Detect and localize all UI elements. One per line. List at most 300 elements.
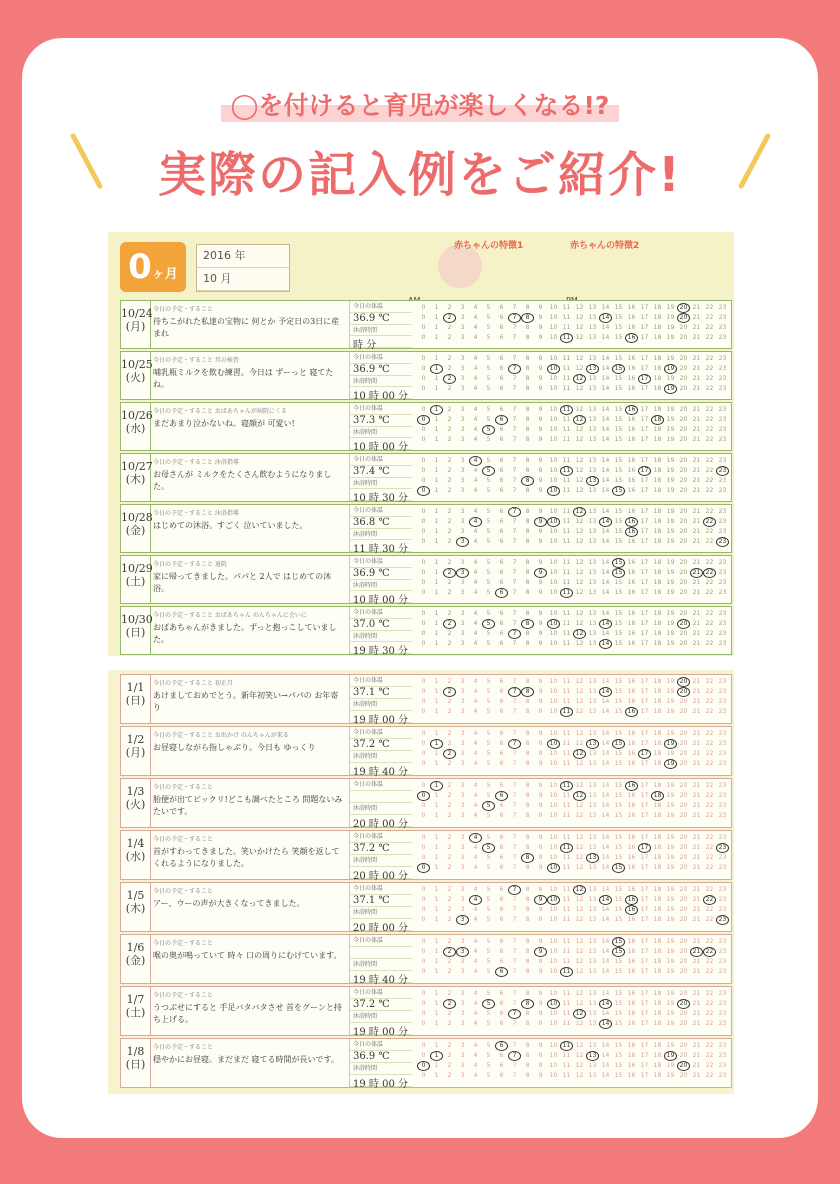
hour-cell[interactable]: 16 xyxy=(627,1020,636,1027)
hour-cell[interactable]: 8 xyxy=(525,365,530,372)
hour-cell[interactable]: 13 xyxy=(588,324,597,331)
hour-cell[interactable]: 8 xyxy=(525,740,530,747)
hour-cell[interactable]: 19 xyxy=(666,416,675,423)
hour-cell[interactable]: 19 xyxy=(666,812,675,819)
hour-cell[interactable]: 19 xyxy=(666,688,675,695)
hour-cell[interactable]: 23 xyxy=(718,802,727,809)
hour-cell[interactable]: 20 xyxy=(679,528,688,535)
hour-cell[interactable]: 16 xyxy=(627,426,636,433)
hour-cell[interactable]: 3 xyxy=(460,1042,465,1049)
hour-cell[interactable]: 7 xyxy=(512,385,517,392)
hour-cell[interactable]: 4 xyxy=(473,426,478,433)
hour-cell[interactable]: 6 xyxy=(499,844,504,851)
hour-cell[interactable]: 23 xyxy=(718,698,727,705)
hour-cell[interactable]: 23 xyxy=(718,1072,727,1079)
hour-cell[interactable]: 10 xyxy=(549,844,558,851)
hour-cell[interactable]: 7 xyxy=(508,1009,521,1019)
hour-cell[interactable]: 10 xyxy=(549,1020,558,1027)
hour-cell[interactable]: 16 xyxy=(627,1062,636,1069)
hour-cell[interactable]: 13 xyxy=(588,688,597,695)
hour-cell[interactable]: 0 xyxy=(421,365,426,372)
hour-cell[interactable]: 1 xyxy=(434,426,439,433)
hour-cell[interactable]: 17 xyxy=(640,864,649,871)
hour-cell[interactable]: 2 xyxy=(447,457,452,464)
hour-cell[interactable]: 20 xyxy=(679,477,688,484)
hour-cell[interactable]: 6 xyxy=(499,610,504,617)
hour-cell[interactable]: 1 xyxy=(434,688,439,695)
hour-cell[interactable]: 6 xyxy=(499,457,504,464)
hour-cell[interactable]: 0 xyxy=(421,630,426,637)
hour-cell[interactable]: 3 xyxy=(460,304,465,311)
hour-cell[interactable]: 19 xyxy=(666,477,675,484)
hour-cell[interactable]: 19 xyxy=(666,436,675,443)
hour-cell[interactable]: 12 xyxy=(573,415,586,425)
hour-cell[interactable]: 6 xyxy=(499,579,504,586)
hour-cell[interactable]: 21 xyxy=(692,426,701,433)
hour-cell[interactable]: 6 xyxy=(499,812,504,819)
hour-cell[interactable]: 18 xyxy=(651,791,664,801)
hour-cell[interactable]: 13 xyxy=(588,457,597,464)
hour-cell[interactable]: 16 xyxy=(627,314,636,321)
hour-cell[interactable]: 10 xyxy=(549,802,558,809)
hour-cell[interactable]: 17 xyxy=(640,528,649,535)
hour-cell[interactable]: 16 xyxy=(627,569,636,576)
hour-cell[interactable]: 1 xyxy=(430,1051,443,1061)
hour-cell[interactable]: 17 xyxy=(640,1010,649,1017)
hour-cell[interactable]: 4 xyxy=(473,990,478,997)
hour-cell[interactable]: 17 xyxy=(640,948,649,955)
hour-cell[interactable]: 10 xyxy=(549,854,558,861)
hour-cell[interactable]: 22 xyxy=(705,968,714,975)
hour-cell[interactable]: 8 xyxy=(525,886,530,893)
hour-cell[interactable]: 16 xyxy=(627,938,636,945)
hour-cell[interactable]: 18 xyxy=(653,844,662,851)
hour-cell[interactable]: 13 xyxy=(588,834,597,841)
hour-cell[interactable]: 7 xyxy=(512,1062,517,1069)
hour-cell[interactable]: 13 xyxy=(588,304,597,311)
hour-cell[interactable]: 18 xyxy=(653,1062,662,1069)
hour-cell[interactable]: 4 xyxy=(473,508,478,515)
hour-cell[interactable]: 4 xyxy=(473,630,478,637)
hour-cell[interactable]: 5 xyxy=(486,1052,491,1059)
hour-cell[interactable]: 9 xyxy=(538,916,543,923)
hour-cell[interactable]: 12 xyxy=(575,1042,584,1049)
hour-cell[interactable]: 21 xyxy=(692,467,701,474)
hour-cell[interactable]: 8 xyxy=(525,834,530,841)
hour-cell[interactable]: 0 xyxy=(421,1020,426,1027)
hour-cell[interactable]: 23 xyxy=(718,948,727,955)
hour-cell[interactable]: 23 xyxy=(718,792,727,799)
hour-cell[interactable]: 18 xyxy=(653,304,662,311)
hour-cell[interactable]: 0 xyxy=(417,863,430,873)
hour-cell[interactable]: 4 xyxy=(473,640,478,647)
hour-cell[interactable]: 16 xyxy=(627,958,636,965)
hour-cell[interactable]: 23 xyxy=(718,324,727,331)
hour-cell[interactable]: 2 xyxy=(447,678,452,685)
hour-cell[interactable]: 2 xyxy=(447,334,452,341)
hour-cell[interactable]: 19 xyxy=(666,1062,675,1069)
hour-cell[interactable]: 17 xyxy=(640,365,649,372)
hour-cell[interactable]: 20 xyxy=(679,436,688,443)
hour-cell[interactable]: 4 xyxy=(473,938,478,945)
hour-cell[interactable]: 2 xyxy=(447,864,452,871)
hour-cell[interactable]: 6 xyxy=(499,688,504,695)
hour-cell[interactable]: 15 xyxy=(614,782,623,789)
hour-cell[interactable]: 7 xyxy=(508,1051,521,1061)
hour-cell[interactable]: 1 xyxy=(434,304,439,311)
hour-cell[interactable]: 5 xyxy=(486,487,491,494)
hour-cell[interactable]: 15 xyxy=(612,739,625,749)
hour-cell[interactable]: 6 xyxy=(499,1072,504,1079)
hour-cell[interactable]: 14 xyxy=(601,1042,610,1049)
hour-cell[interactable]: 15 xyxy=(614,1042,623,1049)
hour-cell[interactable]: 13 xyxy=(588,958,597,965)
hour-cell[interactable]: 23 xyxy=(718,782,727,789)
hour-cell[interactable]: 4 xyxy=(473,854,478,861)
hour-cell[interactable]: 12 xyxy=(575,688,584,695)
hour-cell[interactable]: 16 xyxy=(627,610,636,617)
hour-cell[interactable]: 2 xyxy=(447,487,452,494)
hour-cell[interactable]: 0 xyxy=(421,834,426,841)
hour-cell[interactable]: 4 xyxy=(473,365,478,372)
hour-cell[interactable]: 23 xyxy=(718,906,727,913)
hour-cell[interactable]: 0 xyxy=(417,486,430,496)
hour-cell[interactable]: 10 xyxy=(549,886,558,893)
hour-cell[interactable]: 8 xyxy=(521,999,534,1009)
hour-cell[interactable]: 9 xyxy=(538,760,543,767)
hour-cell[interactable]: 22 xyxy=(705,938,714,945)
hour-cell[interactable]: 22 xyxy=(705,508,714,515)
hour-cell[interactable]: 0 xyxy=(421,812,426,819)
hour-cell[interactable]: 10 xyxy=(549,426,558,433)
hour-cell[interactable]: 10 xyxy=(549,477,558,484)
hour-cell[interactable]: 16 xyxy=(627,304,636,311)
hour-cell[interactable]: 22 xyxy=(705,538,714,545)
hour-cell[interactable]: 23 xyxy=(718,375,727,382)
hour-cell[interactable]: 10 xyxy=(549,569,558,576)
hour-cell[interactable]: 0 xyxy=(421,406,426,413)
hour-cell[interactable]: 19 xyxy=(666,1020,675,1027)
hour-cell[interactable]: 9 xyxy=(538,792,543,799)
hour-cell[interactable]: 21 xyxy=(692,304,701,311)
hour-cell[interactable]: 15 xyxy=(614,324,623,331)
hour-cell[interactable]: 18 xyxy=(653,740,662,747)
hour-cell[interactable]: 17 xyxy=(640,630,649,637)
hour-cell[interactable]: 2 xyxy=(447,906,452,913)
hour-cell[interactable]: 13 xyxy=(586,1051,599,1061)
hour-cell[interactable]: 15 xyxy=(614,802,623,809)
hour-cell[interactable]: 2 xyxy=(447,579,452,586)
hour-cell[interactable]: 7 xyxy=(512,760,517,767)
hour-cell[interactable]: 21 xyxy=(692,896,701,903)
hour-cell[interactable]: 13 xyxy=(588,812,597,819)
hour-cell[interactable]: 14 xyxy=(601,958,610,965)
hour-cell[interactable]: 14 xyxy=(601,630,610,637)
hour-cell[interactable]: 21 xyxy=(692,1010,701,1017)
hour-cell[interactable]: 21 xyxy=(692,990,701,997)
hour-cell[interactable]: 17 xyxy=(640,854,649,861)
hour-cell[interactable]: 5 xyxy=(486,1062,491,1069)
hour-cell[interactable]: 10 xyxy=(549,678,558,685)
hour-cell[interactable]: 6 xyxy=(499,334,504,341)
hour-cell[interactable]: 12 xyxy=(575,730,584,737)
hour-cell[interactable]: 20 xyxy=(679,990,688,997)
hour-cell[interactable]: 10 xyxy=(547,486,560,496)
hour-cell[interactable]: 3 xyxy=(460,938,465,945)
hour-cell[interactable]: 11 xyxy=(562,487,571,494)
hour-cell[interactable]: 9 xyxy=(538,938,543,945)
hour-cell[interactable]: 23 xyxy=(718,678,727,685)
hour-cell[interactable]: 15 xyxy=(612,863,625,873)
hour-cell[interactable]: 15 xyxy=(614,750,623,757)
hour-cell[interactable]: 2 xyxy=(447,1072,452,1079)
hour-cell[interactable]: 13 xyxy=(588,1042,597,1049)
hour-cell[interactable]: 3 xyxy=(460,688,465,695)
hour-cell[interactable]: 3 xyxy=(460,834,465,841)
hour-cell[interactable]: 17 xyxy=(640,938,649,945)
hour-cell[interactable]: 17 xyxy=(640,708,649,715)
hour-cell[interactable]: 16 xyxy=(627,864,636,871)
hour-cell[interactable]: 21 xyxy=(692,487,701,494)
hour-cell[interactable]: 19 xyxy=(666,559,675,566)
hour-cell[interactable]: 21 xyxy=(692,678,701,685)
hour-cell[interactable]: 16 xyxy=(627,812,636,819)
hour-cell[interactable]: 7 xyxy=(512,559,517,566)
hour-cell[interactable]: 11 xyxy=(562,569,571,576)
hour-cell[interactable]: 18 xyxy=(653,782,662,789)
hour-cell[interactable]: 8 xyxy=(525,1010,530,1017)
hour-cell[interactable]: 19 xyxy=(666,792,675,799)
hour-cell[interactable]: 1 xyxy=(434,620,439,627)
hour-cell[interactable]: 14 xyxy=(601,854,610,861)
hour-cell[interactable]: 5 xyxy=(482,999,495,1009)
hour-cell[interactable]: 20 xyxy=(679,1042,688,1049)
hour-cell[interactable]: 1 xyxy=(434,916,439,923)
hour-cell[interactable]: 8 xyxy=(525,304,530,311)
hour-cell[interactable]: 17 xyxy=(640,958,649,965)
hour-cell[interactable]: 15 xyxy=(614,467,623,474)
hour-cell[interactable]: 14 xyxy=(601,864,610,871)
hour-cell[interactable]: 4 xyxy=(469,517,482,527)
hour-cell[interactable]: 11 xyxy=(562,990,571,997)
hour-cell[interactable]: 11 xyxy=(560,781,573,791)
hour-cell[interactable]: 3 xyxy=(460,385,465,392)
hour-cell[interactable]: 0 xyxy=(421,782,426,789)
hour-cell[interactable]: 13 xyxy=(588,1072,597,1079)
hour-cell[interactable]: 2 xyxy=(443,568,456,578)
hour-cell[interactable]: 19 xyxy=(666,678,675,685)
hour-cell[interactable]: 9 xyxy=(538,688,543,695)
hour-cell[interactable]: 18 xyxy=(653,579,662,586)
hour-cell[interactable]: 12 xyxy=(575,948,584,955)
hour-cell[interactable]: 4 xyxy=(473,467,478,474)
hour-cell[interactable]: 2 xyxy=(443,749,456,759)
hour-cell[interactable]: 3 xyxy=(460,1010,465,1017)
hour-cell[interactable]: 17 xyxy=(640,906,649,913)
hour-cell[interactable]: 9 xyxy=(538,1010,543,1017)
hour-cell[interactable]: 7 xyxy=(512,610,517,617)
hour-cell[interactable]: 20 xyxy=(677,313,690,323)
hour-cell[interactable]: 3 xyxy=(460,426,465,433)
hour-cell[interactable]: 0 xyxy=(421,938,426,945)
hour-cell[interactable]: 15 xyxy=(614,906,623,913)
hour-cell[interactable]: 2 xyxy=(447,1062,452,1069)
hour-cell[interactable]: 7 xyxy=(512,457,517,464)
hour-cell[interactable]: 16 xyxy=(625,527,638,537)
hour-cell[interactable]: 8 xyxy=(521,853,534,863)
hour-cell[interactable]: 6 xyxy=(499,314,504,321)
hour-cell[interactable]: 15 xyxy=(614,896,623,903)
hour-cell[interactable]: 14 xyxy=(599,687,612,697)
hour-cell[interactable]: 18 xyxy=(653,760,662,767)
hour-cell[interactable]: 16 xyxy=(627,385,636,392)
hour-cell[interactable]: 0 xyxy=(421,698,426,705)
hour-cell[interactable]: 5 xyxy=(482,619,495,629)
hour-cell[interactable]: 20 xyxy=(679,844,688,851)
hour-cell[interactable]: 13 xyxy=(588,355,597,362)
hour-cell[interactable]: 16 xyxy=(627,508,636,515)
hour-cell[interactable]: 19 xyxy=(666,630,675,637)
hour-cell[interactable]: 1 xyxy=(434,1020,439,1027)
hour-cell[interactable]: 20 xyxy=(677,303,690,313)
hour-cell[interactable]: 7 xyxy=(512,589,517,596)
hour-cell[interactable]: 9 xyxy=(538,314,543,321)
hour-cell[interactable]: 13 xyxy=(588,436,597,443)
hour-cell[interactable]: 3 xyxy=(460,610,465,617)
hour-cell[interactable]: 13 xyxy=(588,385,597,392)
hour-cell[interactable]: 15 xyxy=(614,538,623,545)
hour-cell[interactable]: 8 xyxy=(525,436,530,443)
hour-cell[interactable]: 8 xyxy=(525,589,530,596)
hour-cell[interactable]: 3 xyxy=(460,334,465,341)
hour-cell[interactable]: 5 xyxy=(486,678,491,685)
hour-cell[interactable]: 7 xyxy=(512,640,517,647)
hour-cell[interactable]: 10 xyxy=(549,698,558,705)
hour-cell[interactable]: 20 xyxy=(679,968,688,975)
hour-cell[interactable]: 11 xyxy=(562,688,571,695)
hour-cell[interactable]: 17 xyxy=(640,1052,649,1059)
hour-cell[interactable]: 20 xyxy=(679,708,688,715)
hour-cell[interactable]: 9 xyxy=(538,906,543,913)
hour-cell[interactable]: 8 xyxy=(525,334,530,341)
hour-cell[interactable]: 5 xyxy=(486,906,491,913)
hour-cell[interactable]: 14 xyxy=(601,416,610,423)
hour-cell[interactable]: 13 xyxy=(588,579,597,586)
hour-cell[interactable]: 15 xyxy=(614,518,623,525)
hour-cell[interactable]: 12 xyxy=(575,610,584,617)
hour-cell[interactable]: 11 xyxy=(560,707,573,717)
hour-cell[interactable]: 18 xyxy=(653,990,662,997)
hour-cell[interactable]: 8 xyxy=(525,457,530,464)
hour-cell[interactable]: 9 xyxy=(538,324,543,331)
hour-cell[interactable]: 6 xyxy=(495,791,508,801)
hour-cell[interactable]: 0 xyxy=(421,688,426,695)
hour-cell[interactable]: 12 xyxy=(575,579,584,586)
hour-cell[interactable]: 3 xyxy=(460,854,465,861)
hour-cell[interactable]: 19 xyxy=(666,314,675,321)
hour-cell[interactable]: 18 xyxy=(653,365,662,372)
hour-cell[interactable]: 15 xyxy=(614,610,623,617)
hour-cell[interactable]: 16 xyxy=(627,802,636,809)
hour-cell[interactable]: 2 xyxy=(447,355,452,362)
hour-cell[interactable]: 15 xyxy=(614,844,623,851)
hour-cell[interactable]: 8 xyxy=(525,538,530,545)
hour-cell[interactable]: 7 xyxy=(512,1072,517,1079)
hour-cell[interactable]: 9 xyxy=(538,1072,543,1079)
hour-cell[interactable]: 3 xyxy=(460,782,465,789)
hour-cell[interactable]: 20 xyxy=(679,916,688,923)
hour-cell[interactable]: 18 xyxy=(653,1000,662,1007)
hour-cell[interactable]: 4 xyxy=(473,730,478,737)
hour-cell[interactable]: 19 xyxy=(666,990,675,997)
hour-cell[interactable]: 4 xyxy=(473,304,478,311)
hour-cell[interactable]: 5 xyxy=(486,1020,491,1027)
hour-cell[interactable]: 15 xyxy=(612,937,625,947)
hour-cell[interactable]: 2 xyxy=(447,1020,452,1027)
hour-cell[interactable]: 12 xyxy=(575,896,584,903)
hour-cell[interactable]: 18 xyxy=(653,958,662,965)
hour-cell[interactable]: 13 xyxy=(588,792,597,799)
hour-cell[interactable]: 9 xyxy=(538,990,543,997)
hour-cell[interactable]: 18 xyxy=(653,426,662,433)
hour-cell[interactable]: 8 xyxy=(525,416,530,423)
hour-cell[interactable]: 17 xyxy=(640,457,649,464)
hour-cell[interactable]: 16 xyxy=(627,1052,636,1059)
hour-cell[interactable]: 16 xyxy=(625,333,638,343)
hour-cell[interactable]: 3 xyxy=(460,355,465,362)
hour-cell[interactable]: 10 xyxy=(549,355,558,362)
hour-cell[interactable]: 2 xyxy=(447,477,452,484)
hour-cell[interactable]: 18 xyxy=(653,802,662,809)
hour-cell[interactable]: 3 xyxy=(456,568,469,578)
hour-cell[interactable]: 22 xyxy=(705,812,714,819)
hour-cell[interactable]: 11 xyxy=(562,802,571,809)
hour-cell[interactable]: 5 xyxy=(486,864,491,871)
hour-cell[interactable]: 17 xyxy=(640,1042,649,1049)
hour-cell[interactable]: 8 xyxy=(525,518,530,525)
hour-cell[interactable]: 21 xyxy=(692,508,701,515)
hour-cell[interactable]: 16 xyxy=(627,416,636,423)
hour-cell[interactable]: 19 xyxy=(666,708,675,715)
hour-cell[interactable]: 3 xyxy=(460,760,465,767)
hour-cell[interactable]: 0 xyxy=(421,906,426,913)
hour-cell[interactable]: 17 xyxy=(640,610,649,617)
hour-cell[interactable]: 6 xyxy=(499,1052,504,1059)
hour-cell[interactable]: 15 xyxy=(614,1072,623,1079)
hour-cell[interactable]: 0 xyxy=(421,1072,426,1079)
hour-cell[interactable]: 19 xyxy=(666,467,675,474)
hour-cell[interactable]: 17 xyxy=(640,896,649,903)
hour-cell[interactable]: 13 xyxy=(588,916,597,923)
hour-cell[interactable]: 7 xyxy=(512,854,517,861)
hour-cell[interactable]: 2 xyxy=(447,938,452,945)
hour-cell[interactable]: 12 xyxy=(575,834,584,841)
hour-cell[interactable]: 21 xyxy=(692,518,701,525)
hour-cell[interactable]: 22 xyxy=(705,314,714,321)
hour-cell[interactable]: 4 xyxy=(473,844,478,851)
hour-cell[interactable]: 5 xyxy=(486,355,491,362)
hour-cell[interactable]: 15 xyxy=(614,834,623,841)
hour-cell[interactable]: 21 xyxy=(692,708,701,715)
hour-cell[interactable]: 4 xyxy=(473,314,478,321)
hour-cell[interactable]: 4 xyxy=(473,579,478,586)
hour-cell[interactable]: 12 xyxy=(575,740,584,747)
hour-cell[interactable]: 3 xyxy=(460,1052,465,1059)
hour-cell[interactable]: 19 xyxy=(666,1010,675,1017)
hour-cell[interactable]: 5 xyxy=(486,782,491,789)
hour-cell[interactable]: 20 xyxy=(679,355,688,362)
hour-cell[interactable]: 12 xyxy=(575,1072,584,1079)
